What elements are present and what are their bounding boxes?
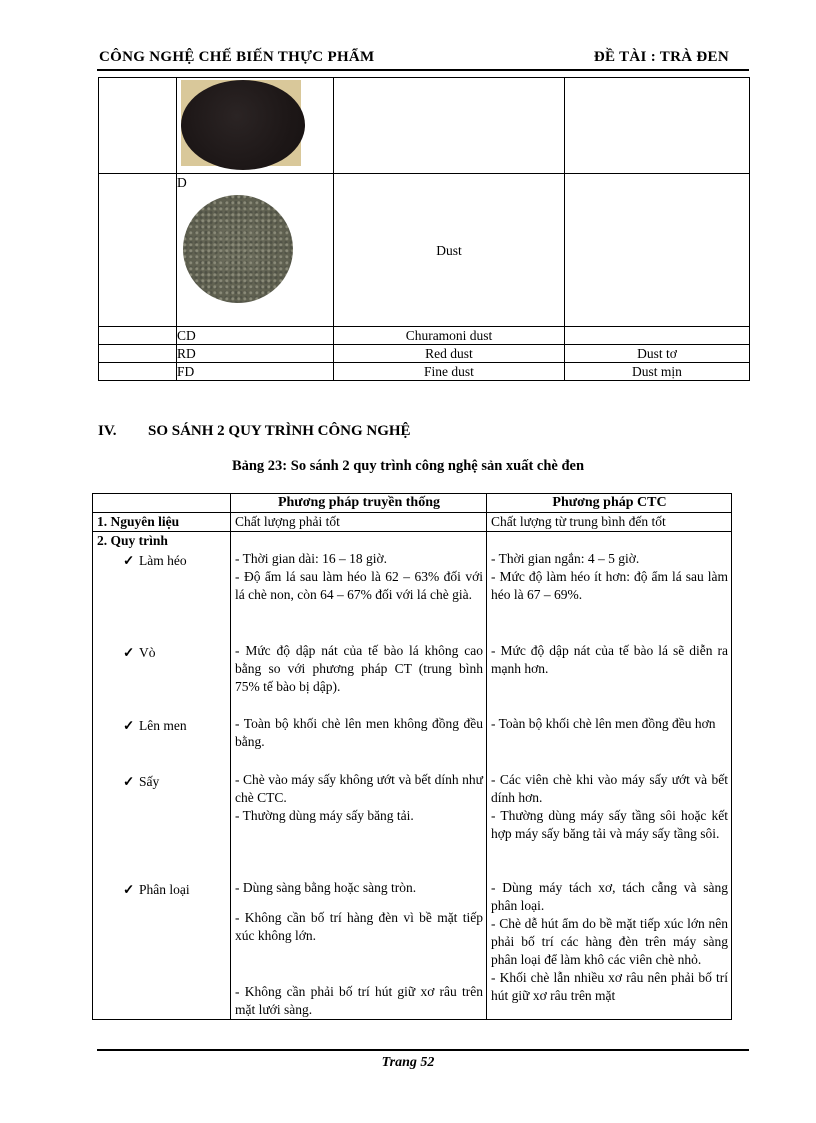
material-traditional: Chất lượng phải tốt — [231, 513, 487, 532]
stage-note: - Toàn bộ khối chè lên men đồng đều hơn — [491, 716, 716, 731]
grade-code: FD — [177, 363, 334, 381]
checkmark-icon: ✓ — [123, 553, 135, 568]
stage-note: - Thời gian ngắn: 4 – 5 giờ. — [491, 551, 640, 566]
grade-vn-name: Dust tơ — [565, 345, 750, 363]
grade-name: Fine dust — [334, 363, 565, 381]
grade-name: Dust — [436, 242, 462, 258]
stage-note: - Thường dùng máy sấy băng tải. — [235, 808, 414, 823]
stage-label: Phân loại — [139, 882, 190, 897]
checkmark-icon: ✓ — [123, 882, 135, 897]
checkmark-icon: ✓ — [123, 645, 135, 660]
header-course-title: CÔNG NGHỆ CHẾ BIẾN THỰC PHẨM — [99, 49, 375, 65]
tea-grade-table — [98, 77, 750, 381]
row-label-process: 2. Quy trình — [97, 533, 168, 548]
stage-note: - Các viên chè khi vào máy sấy ướt và bết dính hơn. — [491, 772, 728, 805]
stage-label: Vò — [139, 645, 156, 660]
stage-vo — [93, 644, 230, 717]
stage-label: Làm héo — [139, 553, 187, 568]
grade-name: Churamoni dust — [334, 327, 565, 345]
table-row — [99, 327, 750, 345]
stage-label: Lên men — [139, 718, 187, 733]
row-label-material: 1. Nguyên liệu — [93, 513, 231, 532]
tea-sample-image — [181, 80, 301, 166]
stage-phan-loai — [93, 881, 230, 899]
section-title: SO SÁNH 2 QUY TRÌNH CÔNG NGHỆ — [148, 423, 411, 439]
checkmark-icon: ✓ — [123, 774, 135, 789]
stage-note: - Không cần phải bố trí hút giữ xơ râu trên mặt lưới sàng. — [235, 984, 483, 1017]
stage-note: - Thời gian dài: 16 – 18 giờ. — [235, 551, 388, 566]
stage-label: Sấy — [139, 774, 160, 789]
grade-code: RD — [177, 345, 334, 363]
page-header — [97, 47, 749, 71]
table-row — [99, 345, 750, 363]
column-header-ctc: Phương pháp CTC — [487, 494, 732, 513]
stage-say — [93, 773, 230, 881]
grade-code: D — [177, 175, 187, 190]
stage-lam-heo — [93, 552, 230, 644]
stage-note: - Mức độ dập nát của tế bào lá không cao bằng so với phương pháp CT (trung bình 75% tế bào bị dập). — [235, 643, 483, 694]
table-row — [93, 532, 732, 1020]
table-row — [99, 78, 750, 174]
tea-sample-image — [179, 193, 297, 305]
grade-vn-name: Dust mịn — [565, 363, 750, 381]
column-header-traditional: Phương pháp truyền thống — [231, 494, 487, 513]
stage-note: - Khối chè lẫn nhiều xơ râu nên phải bố trí hút giữ xơ râu trên mặt — [491, 970, 728, 1003]
stage-note: - Mức độ dập nát của tế bào lá sẽ diễn ra mạnh hơn. — [491, 643, 728, 676]
process-traditional — [231, 532, 487, 1020]
stage-note: - Dùng sàng bằng hoặc sàng tròn. — [235, 880, 417, 895]
grade-code: CD — [177, 327, 334, 345]
material-ctc: Chất lượng từ trung bình đến tốt — [487, 513, 732, 532]
footer-divider — [97, 1049, 749, 1051]
comparison-table — [92, 493, 732, 1020]
table-row — [99, 363, 750, 381]
stage-note: - Độ ẩm lá sau làm héo là 62 – 63% đối với lá chè non, còn 64 – 67% đối với lá chè già. — [235, 569, 483, 602]
stage-note: - Chè vào máy sấy không ướt và bết dính như chè CTC. — [235, 772, 483, 805]
stage-note: - Chè dễ hút ẩm do bề mặt tiếp xúc lớn nên phải bố trí các hàng đèn trên máy sàng phân loại để làm khô các viên chè nhỏ. — [491, 916, 728, 967]
stage-note: - Không cần bố trí hàng đèn vì bề mặt tiếp xúc không lớn. — [235, 910, 483, 943]
table-caption: Bảng 23: So sánh 2 quy trình công nghệ sản xuất chè đen — [231, 458, 585, 474]
grade-vn-name — [565, 327, 750, 345]
process-ctc — [487, 532, 732, 1020]
stage-note: - Thường dùng máy sấy tầng sôi hoặc kết hợp máy sấy băng tải và máy sấy tầng sôi. — [491, 808, 728, 841]
grade-name: Red dust — [334, 345, 565, 363]
table-row — [99, 174, 750, 327]
checkmark-icon: ✓ — [123, 718, 135, 733]
stage-len-men — [93, 717, 230, 773]
section-number: IV. — [98, 423, 117, 439]
page-number: Trang 52 — [381, 1055, 435, 1070]
stage-note: - Mức độ làm héo ít hơn: độ ẩm lá sau làm héo là 67 – 69%. — [491, 569, 728, 602]
stage-note: - Toàn bộ khối chè lên men không đồng đều bằng. — [235, 716, 483, 749]
table-row — [93, 513, 732, 532]
header-topic-title: ĐỀ TÀI : TRÀ ĐEN — [593, 49, 729, 65]
table-header-row — [93, 494, 732, 513]
stage-note: - Dùng máy tách xơ, tách cẫng và sàng phân loại. — [491, 880, 728, 913]
